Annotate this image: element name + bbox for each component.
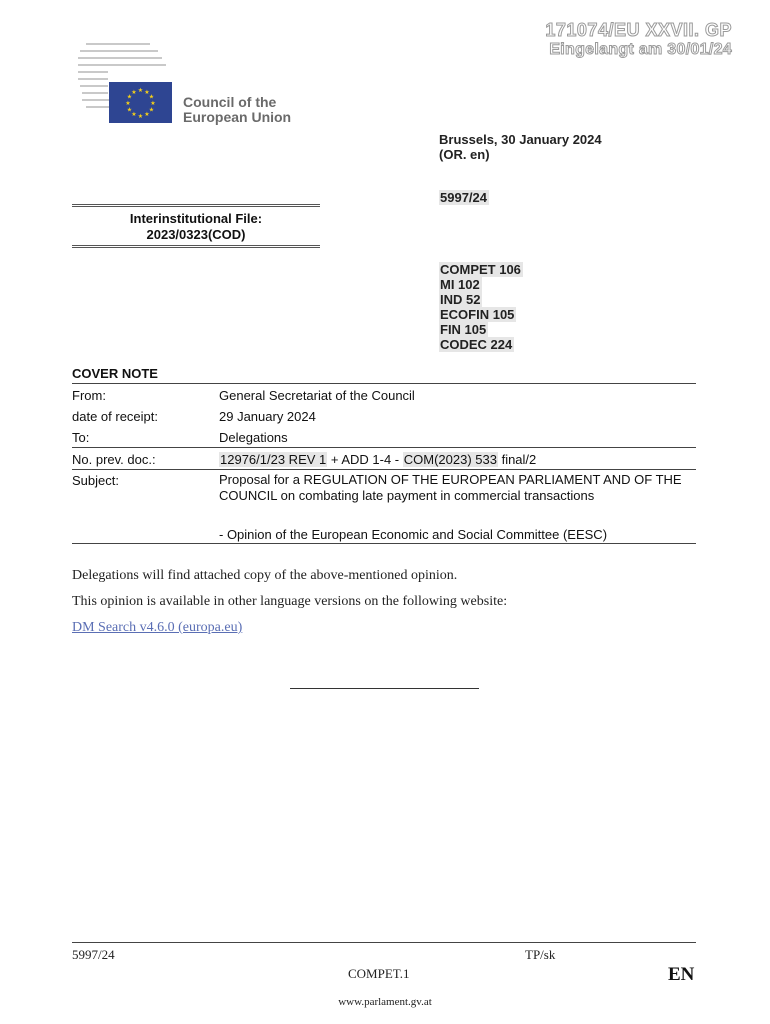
from-label: From: — [72, 388, 106, 403]
code-item: ECOFIN 105 — [440, 307, 515, 322]
svg-text:★: ★ — [150, 100, 156, 107]
svg-text:★: ★ — [126, 106, 133, 114]
code-item: MI 102 — [440, 277, 480, 292]
subject-label: Subject: — [72, 473, 119, 488]
prev-doc-value — [219, 452, 697, 468]
receipt-value: 29 January 2024 — [219, 409, 316, 424]
interinstitutional-label: Interinstitutional File: — [129, 211, 263, 226]
svg-text:★: ★ — [137, 113, 144, 120]
footer-unit: COMPET.1 — [348, 966, 410, 981]
body-paragraph: This opinion is available in other language versions on the following website: — [72, 594, 508, 609]
footer-website: www.parlament.gv.at — [338, 996, 432, 1008]
prev-doc-ref: 12976/1/23 REV 1 — [220, 452, 327, 467]
eu-flag-icon — [109, 82, 172, 123]
divider — [72, 447, 696, 448]
svg-text:★: ★ — [144, 111, 150, 118]
interinstitutional-file — [72, 204, 320, 248]
from-value: General Secretariat of the Council — [219, 388, 415, 403]
footer-initials: TP/sk — [525, 947, 556, 962]
svg-text:★: ★ — [148, 106, 155, 114]
footer-language: EN — [668, 964, 695, 985]
divider — [72, 383, 696, 384]
interinstitutional-number: 2023/0323(COD) — [146, 227, 246, 242]
subject-opinion: - Opinion of the European Economic and Social Committee (EESC) — [219, 527, 608, 542]
svg-text:★: ★ — [144, 89, 150, 96]
to-label: To: — [72, 430, 90, 445]
original-language: (OR. en) — [439, 147, 490, 162]
divider — [72, 469, 696, 470]
code-item: IND 52 — [440, 292, 481, 307]
subject-text: Proposal for a REGULATION OF THE EUROPEAN PARLIAMENT AND OF THE COUNCIL on combating late payment in commercial transactions — [219, 472, 682, 503]
divider — [72, 543, 696, 544]
stamp-received-date: Eingelangt am 30/01/24 — [549, 41, 732, 58]
svg-text:★: ★ — [148, 93, 155, 101]
svg-text:★: ★ — [137, 87, 144, 94]
dm-search-link[interactable]: DM Search v4.6.0 (europa.eu) — [72, 620, 243, 635]
svg-text:★: ★ — [131, 89, 137, 96]
footer-divider — [72, 942, 696, 943]
svg-text:★: ★ — [126, 93, 133, 101]
subject-codes — [439, 262, 523, 352]
cover-note-title: COVER NOTE — [72, 366, 158, 381]
org-name-line1: Council of the — [183, 94, 277, 110]
prev-doc-suffix: final/2 — [497, 452, 537, 467]
to-value: Delegations — [219, 430, 288, 445]
footer-doc-number: 5997/24 — [72, 947, 115, 962]
end-separator — [290, 688, 479, 689]
prev-doc-addendum: + ADD 1-4 - — [327, 452, 403, 467]
document-number: 5997/24 — [440, 190, 487, 205]
prev-doc-label: No. prev. doc.: — [72, 452, 156, 467]
code-item: COMPET 106 — [440, 262, 521, 277]
code-item: FIN 105 — [440, 322, 487, 337]
place-date: Brussels, 30 January 2024 — [439, 132, 602, 147]
code-item: CODEC 224 — [440, 337, 513, 352]
com-ref: COM(2023) 533 — [403, 452, 497, 467]
registration-stamp — [545, 20, 732, 60]
stamp-reference: 171074/EU XXVII. GP — [545, 20, 732, 40]
org-name-line2: European Union — [183, 109, 292, 125]
organisation-name — [183, 95, 291, 125]
svg-text:★: ★ — [125, 100, 131, 107]
receipt-label: date of receipt: — [72, 409, 158, 424]
body-paragraph: Delegations will find attached copy of the above-mentioned opinion. — [72, 568, 458, 583]
svg-text:★: ★ — [131, 111, 137, 118]
